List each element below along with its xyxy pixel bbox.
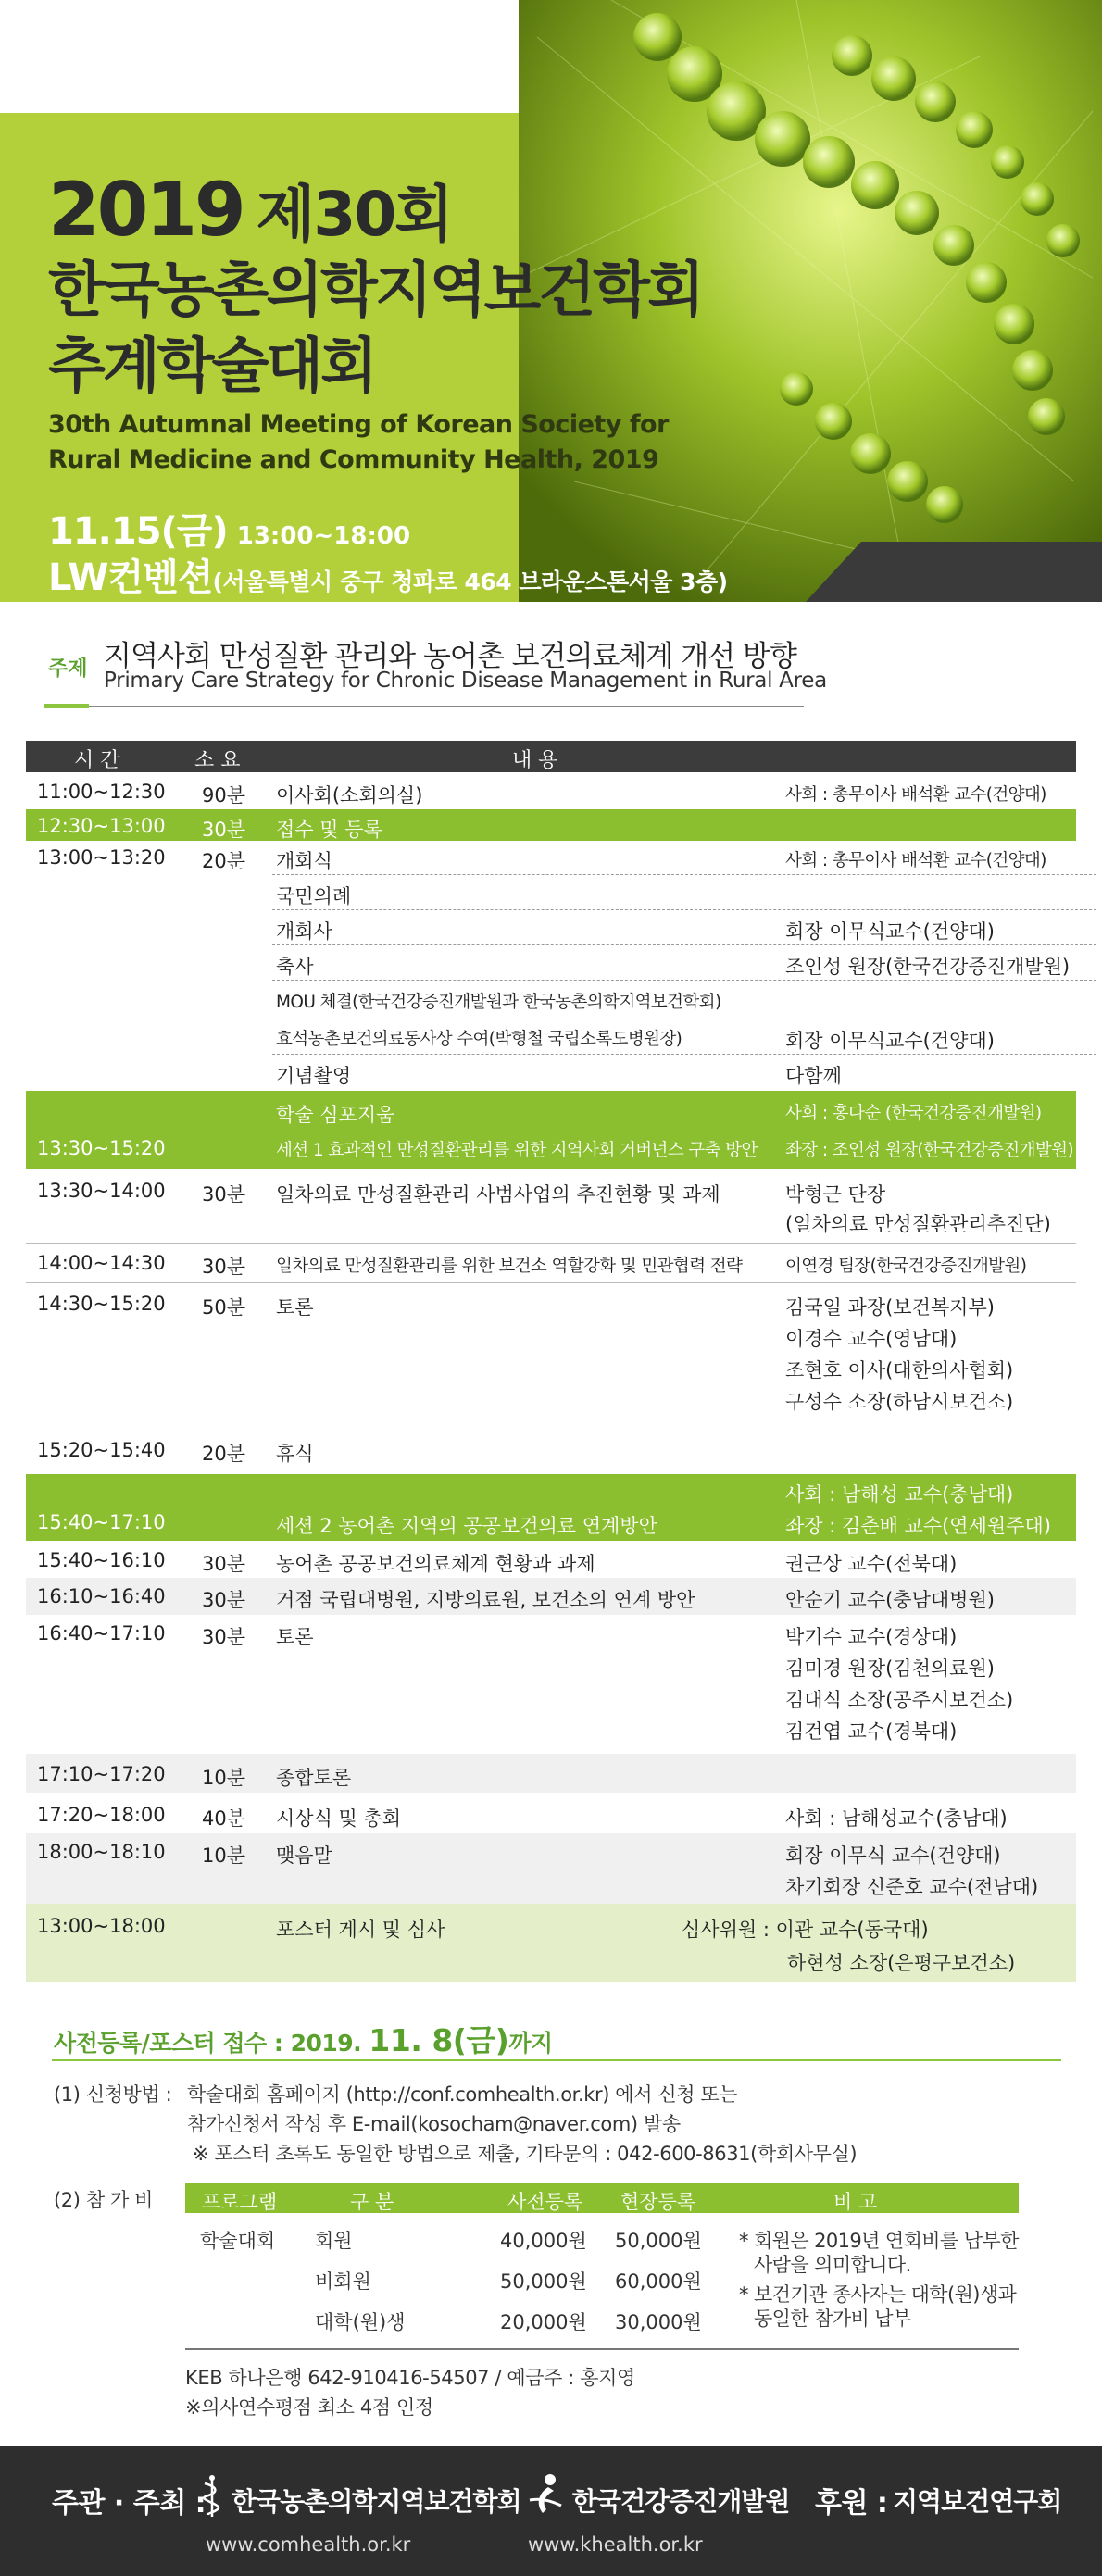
session-chair: 좌장 : 김춘배 교수(연세원주대)	[785, 1515, 1051, 1537]
fee-note: 동일한 참가비 납부	[754, 2307, 911, 2330]
fee-onsite: 60,000원	[615, 2270, 702, 2293]
row-content: 일차의료 만성질환관리를 위한 보건소 역할강화 및 민관협력 전략	[276, 1257, 743, 1276]
fee-pre: 40,000원	[500, 2230, 587, 2252]
session-moderator: 사회 : 남해성 교수(충남대)	[785, 1483, 1014, 1506]
event-name: 추계학술대회	[48, 332, 375, 401]
row-duration: 10분	[202, 1767, 246, 1789]
schedule-row	[26, 809, 1076, 841]
theme-korean: 지역사회 만성질환 관리와 농어촌 보건의료체계 개선 방향	[104, 640, 796, 673]
fee-header-onsite: 현장등록	[620, 2191, 696, 2213]
row-content: 포스터 게시 및 심사	[276, 1919, 445, 1941]
schedule-row	[26, 1754, 1076, 1793]
row-duration: 20분	[202, 850, 246, 872]
row-duration: 30분	[202, 1256, 246, 1278]
schedule-row	[26, 1793, 1076, 1833]
row-role: 박형근 단장	[785, 1183, 886, 1206]
method-line2: 참가신청서 작성 후 E-mail(kosocham@naver.com) 발송	[187, 2113, 681, 2135]
symposium-title: 학술 심포지움	[276, 1104, 395, 1126]
row-duration: 30분	[202, 819, 246, 841]
conference-title	[48, 165, 452, 253]
opening-item: MOU 체결(한국건강증진개발원과 한국농촌의학지역보건학회)	[276, 993, 721, 1012]
row-time: 17:20~18:00	[37, 1804, 166, 1826]
fee-type: 회원	[315, 2230, 353, 2252]
opening-item: 국민의례	[276, 885, 352, 907]
fee-pre: 50,000원	[500, 2270, 587, 2293]
registration-divider	[52, 2059, 1061, 2061]
footer	[0, 2446, 1102, 2576]
row-role: 이연경 팀장(한국건강증진개발원)	[785, 1257, 1027, 1276]
row-time: 16:40~17:10	[37, 1622, 166, 1644]
society-name: 한국농촌의학지역보건학회	[48, 256, 702, 325]
dashed-divider	[272, 874, 1096, 875]
header-time: 시 간	[74, 749, 120, 772]
fee-table-header	[185, 2183, 1019, 2213]
panelist: 이경수 교수(영남대)	[785, 1328, 958, 1350]
opening-role: 사회 : 총무이사 배석환 교수(건양대)	[785, 851, 1046, 870]
host-org-2-url[interactable]: www.khealth.or.kr	[528, 2533, 703, 2556]
schedule-row	[26, 1244, 1076, 1282]
panelist: 김국일 과장(보건복지부)	[785, 1296, 995, 1319]
schedule-row	[26, 1432, 1076, 1467]
row-duration: 30분	[202, 1553, 246, 1575]
row-time: 14:00~14:30	[37, 1252, 166, 1274]
caduceus-icon	[200, 2474, 224, 2519]
row-duration: 30분	[202, 1183, 246, 1206]
opening-role: 회장 이무식교수(건양대)	[785, 1030, 995, 1052]
sponsor-org: 지역보건연구회	[893, 2486, 1062, 2517]
person-logo-icon	[526, 2472, 567, 2517]
opening-item: 개회식	[276, 850, 332, 872]
event-venue	[48, 548, 728, 601]
host-org-2: 한국건강증진개발원	[572, 2486, 790, 2517]
fee-header-note: 비 고	[833, 2191, 878, 2213]
host-org-1-url[interactable]: www.comhealth.or.kr	[206, 2533, 411, 2556]
row-duration: 90분	[202, 784, 246, 807]
opening-item: 축사	[276, 956, 314, 978]
spacer	[26, 1467, 1076, 1474]
row-content: 시상식 및 총회	[276, 1807, 402, 1830]
panelist: 구성수 소장(하남시보건소)	[785, 1391, 1014, 1413]
fee-onsite: 30,000원	[615, 2311, 702, 2333]
fee-program: 학술대회	[200, 2230, 276, 2252]
poster-judges: 심사위원 : 이관 교수(동국대)	[682, 1919, 929, 1941]
symposium-session-1	[26, 1091, 1076, 1169]
row-content: 접수 및 등록	[276, 819, 382, 841]
fee-label: (2) 참 가 비	[54, 2189, 154, 2211]
row-role: 사회 : 총무이사 배석환 교수(건양대)	[785, 785, 1046, 805]
symposium-session-2	[26, 1474, 1076, 1541]
session-title: 세션 1 효과적인 만성질환관리를 위한 지역사회 거버넌스 구축 방안	[276, 1141, 758, 1160]
schedule-row-discussion	[26, 1283, 1076, 1432]
row-time: 14:30~15:20	[37, 1293, 166, 1315]
event-date-day: 11.15(금)	[48, 510, 228, 553]
dashed-divider	[272, 1054, 1096, 1055]
panelist: 박기수 교수(경상대)	[785, 1626, 958, 1648]
row-role: 안순기 교수(충남대병원)	[785, 1589, 995, 1611]
english-title	[48, 407, 669, 478]
dashed-divider	[272, 944, 1096, 945]
row-role: 차기회장 신준호 교수(전남대)	[785, 1876, 1039, 1898]
opening-role: 다함께	[785, 1065, 842, 1087]
fee-header-pre: 사전등록	[507, 2191, 583, 2213]
session-chair: 좌장 : 조인성 원장(한국건강증진개발원)	[785, 1141, 1074, 1160]
row-role: (일차의료 만성질환관리추진단)	[785, 1213, 1051, 1235]
schedule-row-discussion	[26, 1615, 1076, 1754]
method-line3: ※ 포스터 초록도 동일한 방법으로 제출, 기타문의 : 042-600-8631(학회사무실)	[193, 2143, 858, 2165]
row-time: 13:30~14:00	[37, 1180, 166, 1202]
fee-note: * 회원은 2019년 연회비를 납부한	[739, 2230, 1019, 2252]
venue-address: (서울특별시 중구 청파로 464 브라운스톤서울 3층)	[212, 569, 728, 595]
opening-item: 개회사	[276, 920, 332, 943]
row-content: 일차의료 만성질환관리 사범사업의 추진현황 및 과제	[276, 1183, 720, 1206]
deadline-suffix: 까지	[508, 2030, 553, 2057]
row-time: 15:40~16:10	[37, 1549, 166, 1571]
row-time: 13:00~18:00	[37, 1915, 166, 1937]
header-content: 내 용	[512, 749, 558, 772]
hero-banner	[0, 0, 1102, 602]
english-title-line1: 30th Autumnal Meeting of Korean Society for	[48, 410, 669, 439]
schedule-row-poster	[26, 1904, 1076, 1982]
panelist: 김대식 소장(공주시보건소)	[785, 1689, 1014, 1711]
theme-label: 주제	[48, 657, 88, 681]
row-duration: 40분	[202, 1807, 246, 1830]
row-content: 거점 국립대병원, 지방의료원, 보건소의 연계 방안	[276, 1589, 695, 1611]
cme-credit: ※의사연수평점 최소 4점 인정	[185, 2396, 433, 2419]
schedule-row	[26, 1833, 1076, 1904]
fee-onsite: 50,000원	[615, 2230, 702, 2252]
row-time: 15:40~17:10	[37, 1511, 166, 1533]
fee-table-bottom-rule	[185, 2348, 1019, 2350]
schedule-row-opening	[26, 841, 1076, 1091]
fee-header-type: 구 분	[350, 2191, 394, 2213]
row-time: 17:10~17:20	[37, 1763, 166, 1785]
theme-divider-accent	[44, 704, 89, 708]
conference-edition: 제30회	[256, 179, 453, 250]
fee-header-program: 프로그램	[202, 2191, 278, 2213]
deadline-prefix: 사전등록/포스터 접수 : 2019.	[54, 2030, 362, 2057]
theme-english: Primary Care Strategy for Chronic Disease Management in Rural Area	[104, 669, 827, 693]
dashed-divider	[272, 909, 1096, 910]
row-content: 토론	[276, 1296, 314, 1319]
row-duration: 30분	[202, 1589, 246, 1611]
row-time: 13:30~15:20	[37, 1137, 166, 1159]
session-title: 세션 2 농어촌 지역의 공공보건의료 연계방안	[276, 1515, 657, 1537]
row-role: 권근상 교수(전북대)	[785, 1553, 958, 1575]
registration-deadline	[54, 2017, 553, 2060]
row-role: 회장 이무식 교수(건양대)	[785, 1844, 1001, 1867]
fee-type: 대학(원)생	[315, 2311, 406, 2333]
fee-pre: 20,000원	[500, 2311, 587, 2333]
session-moderator: 사회 : 홍다순 (한국건강증진개발원)	[785, 1104, 1042, 1123]
row-time: 16:10~16:40	[37, 1585, 166, 1607]
panelist: 조현호 이사(대한의사협회)	[785, 1359, 1014, 1382]
event-time: 13:00~18:00	[236, 522, 411, 550]
method-line1: 학술대회 홈페이지 (http://conf.comhealth.or.kr) 에서 신청 또는	[187, 2083, 738, 2106]
panelist: 김건엽 교수(경북대)	[785, 1720, 958, 1743]
opening-item: 기념촬영	[276, 1065, 352, 1087]
conference-year: 2019	[48, 167, 244, 253]
row-duration: 30분	[202, 1626, 246, 1648]
venue-name: LW컨벤션	[48, 556, 213, 599]
fee-note: * 보건기관 종사자는 대학(원)생과	[739, 2283, 1017, 2306]
row-content: 휴식	[276, 1443, 314, 1465]
header-duration: 소 요	[194, 749, 241, 772]
fee-type: 비회원	[315, 2270, 371, 2293]
opening-role: 회장 이무식교수(건양대)	[785, 920, 995, 943]
opening-item: 효석농촌보건의료동사상 수여(박형철 국립소록도병원장)	[276, 1030, 682, 1049]
event-date	[48, 502, 410, 555]
row-content: 맺음말	[276, 1844, 332, 1867]
poster-judges: 하현성 소장(은평구보건소)	[787, 1952, 1016, 1974]
row-content: 토론	[276, 1626, 314, 1648]
host-label: 주관 · 주최 :	[52, 2487, 207, 2520]
row-content: 종합토론	[276, 1767, 352, 1789]
schedule-row	[26, 772, 1076, 809]
row-role: 사회 : 남해성교수(충남대)	[785, 1807, 1008, 1830]
row-time: 12:30~13:00	[37, 815, 166, 837]
english-title-line2: Rural Medicine and Community Health, 2019	[48, 445, 659, 474]
row-time: 11:00~12:30	[37, 781, 166, 803]
row-content: 농어촌 공공보건의료체계 현황과 과제	[276, 1553, 595, 1575]
row-time: 18:00~18:10	[37, 1841, 166, 1863]
bank-account: KEB 하나은행 642-910416-54507 / 예금주 : 홍지영	[185, 2367, 635, 2389]
opening-role: 조인성 원장(한국건강증진개발원)	[785, 956, 1071, 978]
row-duration: 10분	[202, 1844, 246, 1867]
row-duration: 20분	[202, 1443, 246, 1465]
schedule-row	[26, 1169, 1076, 1243]
schedule-row	[26, 1578, 1076, 1615]
theme-divider	[44, 706, 804, 707]
row-duration: 50분	[202, 1296, 246, 1319]
row-time: 15:20~15:40	[37, 1439, 166, 1461]
row-content: 이사회(소회의실)	[276, 784, 423, 807]
dashed-divider	[272, 980, 1096, 981]
fee-note: 사람을 의미합니다.	[754, 2254, 911, 2276]
schedule-header	[26, 741, 1076, 772]
host-org-1: 한국농촌의학지역보건학회	[232, 2486, 521, 2517]
schedule-table	[26, 741, 1076, 1982]
deadline-date: 11. 8(금)	[369, 2022, 509, 2058]
schedule-row	[26, 1541, 1076, 1578]
row-time: 13:00~13:20	[37, 846, 166, 869]
method-label: (1) 신청방법 :	[54, 2083, 172, 2106]
sponsor-label: 후원 :	[815, 2487, 888, 2520]
panelist: 김미경 원장(김천의료원)	[785, 1657, 995, 1680]
